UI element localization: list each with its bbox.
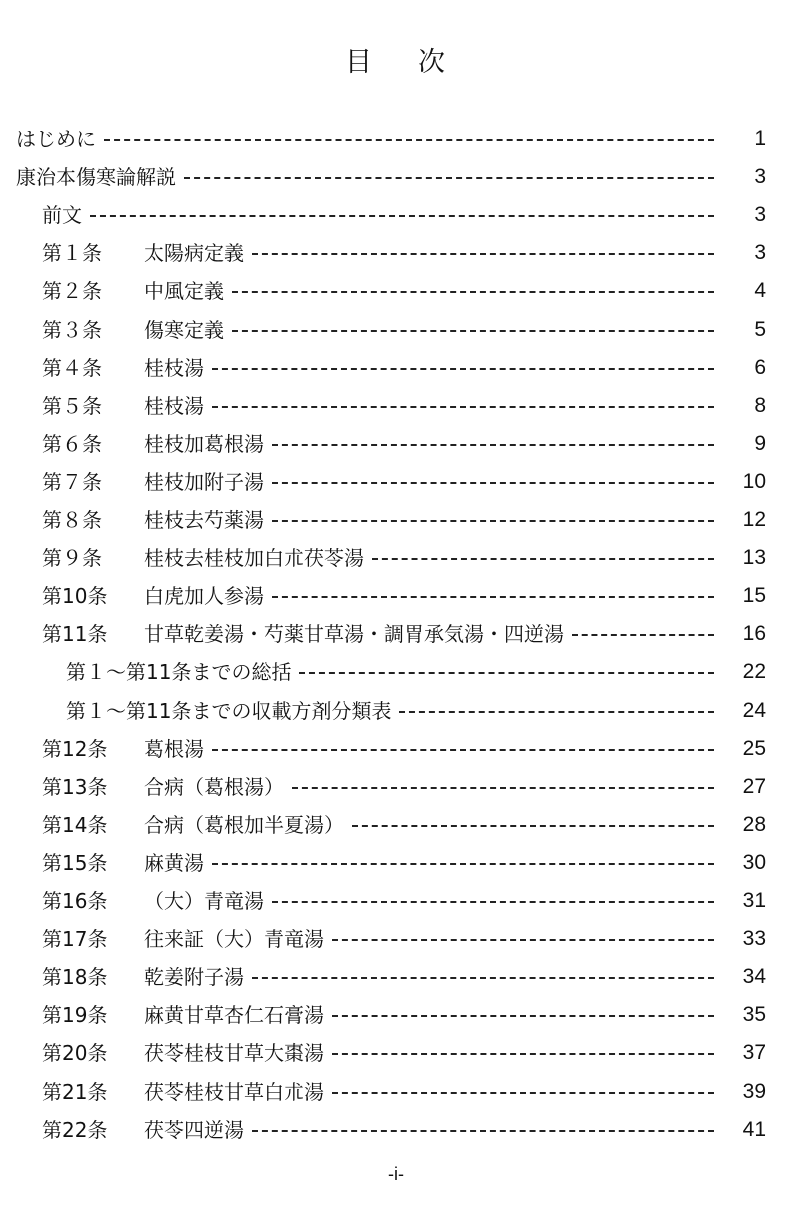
toc-article-number: 第14条	[42, 812, 108, 837]
toc-dot-leader	[332, 1015, 714, 1017]
toc-entry-label	[42, 463, 264, 501]
toc-dot-leader	[272, 901, 714, 903]
toc-entry-title: 茯苓四逆湯	[144, 1117, 244, 1142]
toc-entry-label	[42, 311, 224, 349]
toc-article-number: 第17条	[42, 927, 108, 952]
toc-entry-label	[42, 1034, 324, 1072]
toc-page-number: 3	[754, 165, 766, 189]
toc-entry	[0, 1073, 792, 1111]
toc-article-number: 第15条	[42, 850, 108, 875]
toc-page-number: 9	[754, 431, 766, 455]
toc-entry	[0, 349, 792, 387]
toc-article-number: 第７条	[42, 469, 102, 494]
toc-entry	[0, 120, 792, 158]
toc-entry	[0, 577, 792, 615]
toc-entry-label	[42, 996, 324, 1034]
toc-dot-leader	[212, 749, 714, 751]
toc-entry-label	[42, 272, 224, 310]
toc-page-number: 1	[754, 127, 766, 150]
toc-dot-leader	[332, 1092, 714, 1094]
toc-article-number: 第19条	[42, 1003, 108, 1028]
toc-entry-label	[42, 425, 264, 463]
toc-article-number: 第１条	[42, 241, 102, 266]
toc-article-number: 第４条	[42, 355, 102, 380]
toc-entry-label	[42, 387, 204, 425]
toc-article-number: 第９条	[42, 546, 102, 571]
toc-entry-title: 乾姜附子湯	[144, 965, 244, 990]
toc-page-number: 28	[742, 812, 766, 836]
toc-entry-title: 桂枝湯	[144, 355, 204, 380]
toc-dot-leader	[252, 1130, 714, 1132]
toc-entry	[0, 615, 792, 653]
toc-entry-title: 桂枝去桂枝加白朮茯苓湯	[144, 546, 364, 571]
toc-entry-label	[66, 692, 391, 730]
toc-entry-label	[42, 806, 344, 844]
toc-dot-leader	[352, 825, 714, 827]
toc-entry-label	[42, 196, 82, 234]
toc-entry-title: 第１～第11条までの総括	[66, 660, 292, 685]
toc-article-number: 第５条	[42, 393, 102, 418]
toc-entry-title: 甘草乾姜湯・芍薬甘草湯・調胃承気湯・四逆湯	[144, 622, 564, 647]
toc-entry	[0, 387, 792, 425]
toc-page-number: 24	[742, 698, 766, 722]
toc-article-number: 第16条	[42, 889, 108, 913]
toc-entry-title: 葛根湯	[144, 736, 204, 761]
toc-entry	[0, 692, 792, 730]
toc-entry	[0, 996, 792, 1034]
toc-page-number: 35	[742, 1003, 766, 1027]
title-char-1: 目	[345, 47, 374, 78]
toc-entry-label	[42, 1073, 324, 1111]
toc-entry	[0, 425, 792, 463]
toc-page-number: 39	[742, 1079, 766, 1103]
toc-page-number: 41	[742, 1117, 766, 1141]
toc-entry	[0, 158, 792, 196]
toc-entry-label	[42, 501, 264, 539]
toc-entry-title: 太陽病定義	[144, 241, 244, 266]
toc-page-number: 4	[754, 279, 766, 303]
toc-page-number: 15	[742, 584, 766, 608]
toc-dot-leader	[104, 139, 714, 141]
toc-entry-label	[16, 158, 176, 196]
toc-entry-label	[42, 349, 204, 387]
toc-article-number: 第11条	[42, 622, 108, 647]
toc-dot-leader	[292, 787, 714, 789]
toc-dot-leader	[572, 634, 714, 636]
toc-article-number: 第12条	[42, 736, 108, 761]
toc-entry	[0, 463, 792, 501]
toc-article-number: 第13条	[42, 774, 108, 799]
toc-entry-label	[42, 958, 244, 996]
title-char-2: 次	[418, 47, 447, 78]
toc-page-number: 3	[754, 241, 766, 265]
toc-dot-leader	[272, 520, 714, 522]
toc-dot-leader	[90, 215, 714, 217]
toc-entry-title: 桂枝加葛根湯	[144, 431, 264, 456]
toc-entry-title: 白虎加人参湯	[144, 584, 264, 609]
toc-entry-title: 桂枝去芍薬湯	[144, 508, 264, 532]
toc-page-number: 25	[742, 736, 766, 760]
toc-page-number: 16	[742, 622, 766, 646]
toc-dot-leader	[272, 596, 714, 598]
toc-dot-leader	[252, 253, 714, 255]
toc-dot-leader	[212, 406, 714, 408]
toc-page-number: 22	[742, 660, 766, 684]
toc-page-number: 6	[754, 355, 766, 379]
toc-entry-title: 合病（葛根加半夏湯）	[144, 812, 344, 837]
toc-entry-title: 前文	[42, 203, 82, 228]
toc-entry	[0, 1034, 792, 1072]
toc-article-number: 第６条	[42, 431, 102, 456]
toc-dot-leader	[252, 977, 714, 979]
toc-entry-title: 往来証（大）青竜湯	[144, 927, 324, 952]
toc-entry	[0, 882, 792, 920]
toc-entry	[0, 272, 792, 310]
toc-dot-leader	[372, 558, 714, 560]
toc-dot-leader	[299, 672, 714, 674]
toc-entry-label	[42, 539, 364, 577]
toc-entry-label	[42, 920, 324, 958]
toc-article-number: 第20条	[42, 1041, 108, 1066]
toc-entry-label	[42, 1111, 244, 1149]
toc-entry-title: 中風定義	[144, 279, 224, 304]
toc-dot-leader	[332, 939, 714, 941]
toc-page-number: 37	[742, 1041, 766, 1065]
toc-entry-title: 傷寒定義	[144, 317, 224, 342]
toc-dot-leader	[332, 1053, 714, 1055]
toc-page-number: 12	[742, 508, 766, 531]
toc-entry-label	[42, 577, 264, 615]
toc-page-number: 27	[742, 774, 766, 798]
toc-dot-leader	[184, 177, 714, 179]
toc-dot-leader	[272, 444, 714, 446]
toc-entry-title: 麻黄湯	[144, 850, 204, 875]
toc-entry	[0, 234, 792, 272]
toc-entry-title: 桂枝加附子湯	[144, 469, 264, 494]
toc-article-number: 第18条	[42, 965, 108, 990]
toc-article-number: 第３条	[42, 317, 102, 342]
toc-page-number: 8	[754, 393, 766, 417]
toc-entry	[0, 768, 792, 806]
toc-entry	[0, 730, 792, 768]
toc-entry-label	[42, 882, 264, 920]
toc-dot-leader	[232, 330, 714, 332]
toc-entry	[0, 501, 792, 539]
toc-entry	[0, 920, 792, 958]
toc-dot-leader	[272, 482, 714, 484]
toc-entry-label	[42, 730, 204, 768]
toc-page-number: 10	[742, 469, 766, 493]
toc-entry-title: 合病（葛根湯）	[144, 774, 284, 799]
toc-article-number: 第22条	[42, 1117, 108, 1142]
toc-entry	[0, 539, 792, 577]
toc-entry	[0, 806, 792, 844]
toc-entry-title: 麻黄甘草杏仁石膏湯	[144, 1003, 324, 1028]
toc-article-number: 第８条	[42, 508, 102, 532]
toc-entry-title: はじめに	[16, 127, 96, 151]
toc-article-number: 第10条	[42, 584, 108, 609]
toc-page-number: 13	[742, 546, 766, 570]
toc-page-number: 33	[742, 927, 766, 951]
toc-entry-label	[66, 653, 291, 691]
toc-entry-title: 康治本傷寒論解説	[16, 165, 176, 190]
toc-dot-leader	[212, 368, 714, 370]
toc-page-number: 31	[742, 889, 766, 912]
toc-entry	[0, 311, 792, 349]
toc-entry-label	[42, 615, 564, 653]
toc-article-number: 第21条	[42, 1079, 108, 1104]
toc-entry	[0, 1111, 792, 1149]
page-number-footer: -i-	[388, 1164, 404, 1184]
toc-dot-leader	[399, 711, 714, 713]
toc-entry-title: 茯苓桂枝甘草大棗湯	[144, 1041, 324, 1066]
toc-entry	[0, 653, 792, 691]
toc-entry-label	[42, 234, 244, 272]
page-title	[0, 40, 792, 79]
toc-entry	[0, 844, 792, 882]
toc-dot-leader	[232, 291, 714, 293]
toc-dot-leader	[212, 863, 714, 865]
toc-page-number: 3	[754, 203, 766, 227]
toc-entry-title: 桂枝湯	[144, 393, 204, 418]
toc-article-number: 第２条	[42, 279, 102, 304]
toc-entry-label	[42, 844, 204, 882]
toc-entry	[0, 958, 792, 996]
toc-page-number: 34	[742, 965, 766, 989]
toc-page-number: 5	[754, 317, 766, 341]
toc-entry	[0, 196, 792, 234]
toc-entry-title: 茯苓桂枝甘草白朮湯	[144, 1079, 324, 1104]
toc-entry-title: （大）青竜湯	[144, 889, 264, 913]
toc-entry-label	[42, 768, 284, 806]
toc-page-number: 30	[742, 850, 766, 874]
toc-entry-title: 第１～第11条までの収載方剤分類表	[66, 698, 392, 723]
toc-entry-label	[16, 120, 96, 158]
